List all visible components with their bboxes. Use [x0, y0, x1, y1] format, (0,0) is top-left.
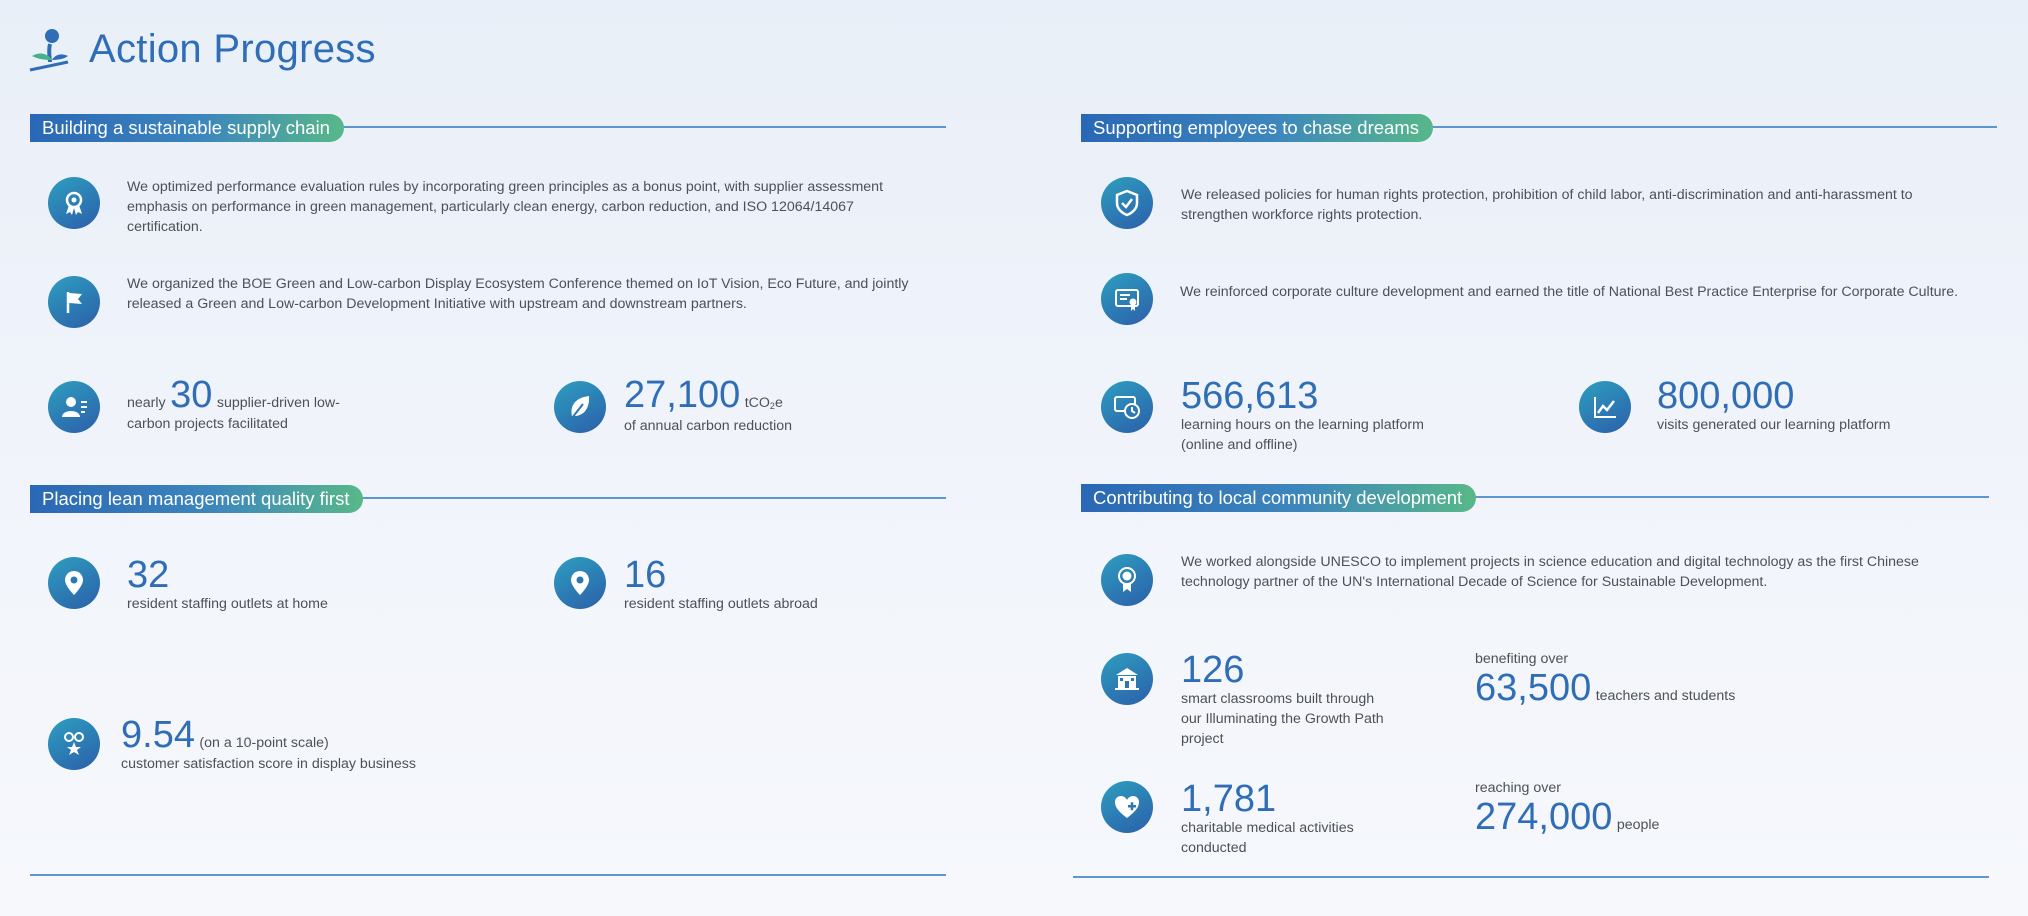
stat-desc: (online and offline) [1181, 437, 1298, 453]
stat-unit: tCO$_2$e [744, 395, 783, 411]
people-list-icon [48, 381, 100, 433]
stat-value: 63,500 [1475, 667, 1592, 709]
location-pin-icon [554, 557, 606, 609]
stat-outlets-abroad [624, 556, 944, 614]
stat-desc: supplier-driven low- [216, 395, 340, 411]
trend-chart-icon [1579, 381, 1631, 433]
stat-outlets-home [127, 556, 447, 614]
medal-icon [1101, 554, 1153, 606]
stat-desc: resident staffing outlets at home [127, 596, 328, 612]
shield-check-icon [1101, 177, 1153, 229]
stat-value: 1,781 [1181, 778, 1277, 820]
section-title-employees: Supporting employees to chase dreams [1081, 114, 1433, 142]
section-title-supply: Building a sustainable supply chain [30, 114, 344, 142]
stat-suffix: teachers and students [1595, 688, 1736, 704]
heart-care-icon [1101, 781, 1153, 833]
flag-icon [48, 276, 100, 328]
stat-desc: resident staffing outlets abroad [624, 596, 818, 612]
screen-clock-icon [1101, 381, 1153, 433]
stat-medical-activities [1181, 780, 1441, 858]
section-title-community: Contributing to local community development [1081, 484, 1476, 512]
bottom-divider [30, 874, 946, 876]
location-pin-icon [48, 557, 100, 609]
stat-desc: project [1181, 731, 1224, 747]
stat-desc: charitable medical activities [1181, 820, 1354, 836]
supply-paragraph-2: We organized the BOE Green and Low-carbon Display Ecosystem Conference themed on IoT Vision, Eco Future, and jointly released a Green and Low-carbon Development Initiative with upstream and downstream partners. [127, 276, 909, 312]
stat-value: 9.54 [121, 714, 195, 756]
stat-value: 30 [170, 374, 213, 416]
supply-paragraph-1: We optimized performance evaluation rules by incorporating green principles as a bonus point, with supplier assessment emphasis on performance in green management, particularly clean energy, carbon reduction, and ISO 12064/14067 certification. [127, 179, 884, 235]
stat-desc: visits generated our learning platform [1657, 417, 1891, 433]
stat-desc: learning hours on the learning platform [1181, 417, 1424, 433]
certificate-icon [1101, 273, 1153, 325]
stat-value: 800,000 [1657, 375, 1795, 417]
award-medal-icon [48, 177, 100, 229]
stat-smart-classrooms [1181, 651, 1441, 749]
stat-suffix: people [1616, 817, 1660, 833]
stat-people-reached [1475, 778, 1895, 836]
stat-note: (on a 10-point scale) [199, 735, 329, 751]
stat-value: 274,000 [1475, 796, 1613, 838]
stat-beneficiaries [1475, 649, 1895, 707]
stat-supplier-projects [127, 376, 427, 434]
stat-value: 126 [1181, 649, 1245, 691]
leaf-icon [554, 381, 606, 433]
stat-learning-hours [1181, 377, 1511, 455]
stat-prefix: nearly [127, 395, 166, 411]
stat-prefix: benefiting over [1475, 651, 1569, 667]
stat-satisfaction [121, 716, 541, 774]
community-paragraph-1: We worked alongside UNESCO to implement projects in science education and digital technology as the first Chinese technology partner of the UN's International Decade of Science for Sustainable Development. [1181, 554, 1919, 590]
stat-value: 16 [624, 554, 667, 596]
stat-desc: customer satisfaction score in display business [121, 756, 416, 772]
employees-paragraph-2: We reinforced corporate culture development and earned the title of National Best Practice Enterprise for Corporate Culture. [1180, 284, 1959, 300]
section-title-lean: Placing lean management quality first [30, 485, 363, 513]
stat-desc: conducted [1181, 840, 1247, 856]
stat-carbon-reduction [624, 376, 944, 436]
stat-value: 32 [127, 554, 170, 596]
stat-value: 566,613 [1181, 375, 1319, 417]
stat-desc: carbon projects facilitated [127, 416, 288, 432]
plant-growth-icon [28, 26, 72, 72]
employees-paragraph-1: We released policies for human rights protection, prohibition of child labor, anti-discrimination and anti-harassment to strengthen workforce rights protection. [1181, 187, 1913, 223]
stat-desc: of annual carbon reduction [624, 418, 793, 434]
stat-prefix: reaching over [1475, 780, 1561, 796]
school-icon [1101, 653, 1153, 705]
page-title: Action Progress [89, 27, 376, 71]
stat-platform-visits [1657, 377, 1997, 435]
bottom-divider [1073, 876, 1989, 878]
stat-desc: smart classrooms built through [1181, 691, 1375, 707]
stat-value: 27,100 [624, 374, 741, 416]
users-star-icon [48, 718, 100, 770]
stat-desc: our Illuminating the Growth Path [1181, 711, 1384, 727]
